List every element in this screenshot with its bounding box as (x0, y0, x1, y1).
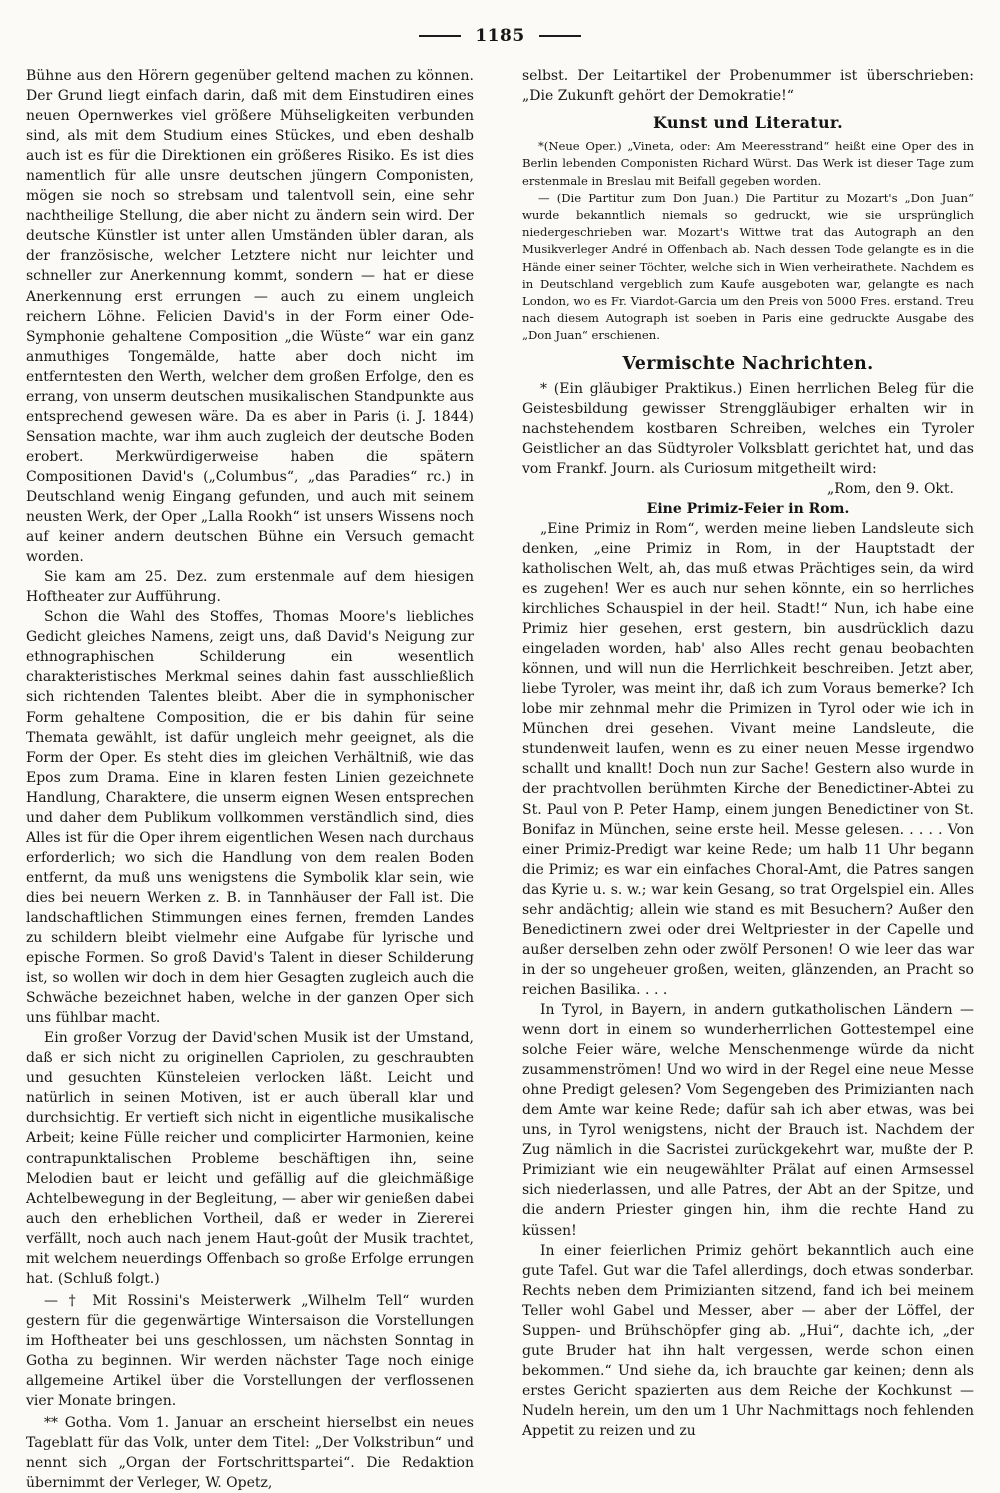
page-header (0, 26, 1000, 46)
vermischte-intro: * (Ein gläubiger Praktikus.) Einen herrlichen Beleg für die Geistesbildung gewisser Strenggläubiger erhalten wir in nachstehendem kostbaren Schreiben, welches ein Tyroler Geistlicher an das Südtyroler Volksblatt gerichtet hat, und das vom Frankf. Journ. als Curiosum mitgetheilt wird: (522, 380, 974, 477)
kunst-section (522, 138, 974, 344)
letter-dateline: „Rom, den 9. Okt. (827, 480, 954, 497)
right-column (522, 66, 974, 1456)
section-heading-vermischte: Vermischte Nachrichten. (622, 353, 874, 374)
letter-paragraph: „Eine Primiz in Rom“, werden meine lieben Landsleute sich denken, „eine Primiz in Rom, in der Hauptstadt der katholischen Welt, ah, das muß etwas Prächtiges sein, da wird es zugehen! Wer es auch nur sehen könnte, ein so herrliches kirchliches Schauspiel in der heil. Stadt!“ Nun, ich habe eine Primiz hier gesehen, erst gestern, bin ausdrücklich dazu eingeladen worden, hab' also Alles recht genau beobachten können, und will nun die Herrlichkeit beschreiben. Jetzt aber, liebe Tyroler, was meint ihr, daß ich zum Voraus bemerke? Ich lobe mir zehnmal mehr die Primizen in Tyrol oder wie ich in München drei gesehen. Vivant meine Landsleute, die stundenweit laufen, wenn es zu einer neuen Messe irgendwo schallt und knallt! Doch nun zur Sache! Gestern also wurde in der prachtvollen berühmten Kirche der Benedictiner-Abtei zu St. Paul von P. Peter Hamp, einem jungen Benedictiner von St. Bonifaz in München, seine erste heil. Messe gelesen. . . . . Von einer Primiz-Predigt war keine Rede; um halb 11 Uhr begann die Primiz; es war ein einfaches Choral-Amt, die Patres sangen das Kyrie u. s. w.; war kein Gesang, so trat Orgelspiel ein. Alles sehr andächtig; allein wie stand es mit Besuchern? Außer den Benedictinern zwei oder drei Weltpriester in der Capelle und außer derselben zehn oder zwölf Personen! O wie leer das war in der so ungeheuer großen, weiten, glänzenden, an Pracht so reichen Basilika. . . . (522, 520, 974, 998)
left-paragraph: Schon die Wahl des Stoffes, Thomas Moore's liebliches Gedicht gleiches Namens, zeigt uns, daß David's Neigung zur ethnographischen Schilderung ein wesentlich charakteristisches Merkmal seines dahin fast ausschließlich sich richtenden Talentes bleibt. Aber die in symphonischer Form gehaltene Composition, die er bis dahin für seine Themata gewählt, ist dafür ungleich mehr geeignet, als die Form der Oper. Es steht dies im gleichen Verhältniß, wie das Epos zum Drama. Eine in klaren festen Linien gezeichnete Handlung, Charaktere, die unserm eignen Wesen entsprechen und daher dem Publikum vollkommen verständlich sind, dies Alles ist für die Oper ihrem eigentlichen Wesen nach durchaus erforderlich; wo sich die Handlung von dem realen Boden entfernt, da muß uns wenigstens die Symbolik klar sein, wie dies bei neuern Werken z. B. in Tannhäuser der Fall ist. Die landschaftlichen Stimmungen eines fernen, fremden Landes zu schildern bleibt vielmehr eine Aufgabe für lyrische und epische Formen. So groß David's Talent in dieser Schilderung ist, so wollen wir doch in dem hier Gesagten zugleich auch die Schwäche bezeichnet haben, welche in der ganzen Oper sich uns fühlbar macht. (26, 609, 474, 1027)
left-column (26, 66, 474, 1492)
header-rule-left (419, 35, 461, 37)
letter-paragraph: In einer feierlichen Primiz gehört bekanntlich auch eine gute Tafel. Gut war die Tafel allerdings, doch etwas sonderbar. Rechts neben dem Primizianten sitzend, fand ich bei meinem Teller wohl Gabel und Messer, aber — aber der Löffel, der Suppen- und Brühschöpfer ging ab. „Hui“, dachte ich, „der gute Bruder hat ihn halt vergessen, werde schon einen bekommen.“ Und siehe da, ich brauchte gar keinen; denn als erstes Gericht spazierten aus dem Reiche der Kochkunst — Nudeln herein, um den um 1 Uhr Nachmittags noch fehlenden Appetit zu reizen und zu (522, 1242, 974, 1439)
kunst-item: — (Die Partitur zum Don Juan.) Die Partitur zu Mozart's „Don Juan“ wurde bekanntlich niemals so gedruckt, wie sie ursprünglich niedergeschrieben war. Mozart's Wittwe trat das Autograph an den Musikverleger André in Offenbach ab. Nach dessen Tode gelangte es in die Hände einer seiner Töchter, welche sich in Wien verheirathete. Nachdem es in Deutschland vergeblich zum Kaufe ausgeboten war, gelangte es nach London, wo es Fr. Viardot-Garcia um den Preis von 5000 Fres. erstand. Treu nach diesem Autograph ist soeben in Paris eine gedruckte Ausgabe des „Don Juan“ erschienen. (522, 190, 974, 343)
kunst-item: *(Neue Oper.) „Vineta, oder: Am Meeresstrand“ heißt eine Oper des in Berlin lebenden Componisten Richard Würst. Das Werk ist dieser Tage zum erstenmale in Breslau mit Beifall gegeben worden. (522, 139, 974, 188)
letter-subtitle: Eine Primiz-Feier in Rom. (646, 500, 850, 517)
page-number: 1185 (475, 26, 525, 46)
left-paragraph: ** Gotha. Vom 1. Januar an erscheint hierselbst ein neues Tageblatt für das Volk, unter dem Titel: „Der Volkstribun“ und nennt sich „Organ der Fortschrittspartei“. Die Redaktion übernimmt der Verleger, W. Opetz, (26, 1415, 474, 1492)
letter-paragraph: In Tyrol, in Bayern, in andern gutkatholischen Ländern — wenn dort in einem so wunderherrlichen Gottestempel eine solche Feier wäre, welche Menschenmenge würde da nicht zusammenströmen! Und wo wird in der Regel eine neue Messe ohne Predigt gelesen? Vom Segengeben des Primizianten nach dem Amte war keine Rede; dafür sah ich aber etwas, was bei uns, in Tyrol wenigstens, nicht der Brauch ist. Nachdem der Zug nämlich in die Sacristei zurückgekehrt war, mußte der P. Primiziant wie ein neugewählter Prälat auf einen Armsessel sich niederlassen, und alle Patres, der Abt an der Spitze, und die andern Priester gingen hin, ihm die rechte Hand zu küssen! (522, 1001, 974, 1239)
left-paragraph: Bühne aus den Hörern gegenüber geltend machen zu können. Der Grund liegt einfach darin, daß mit dem Einstudiren eines neuen Opernwerkes viel größere Mühseligkeiten verbunden sind, als mit dem Studium eines Stückes, und eben deshalb auch ist es für die Direktionen ein größeres Risiko. Es ist dies namentlich für alle unsre deutschen jüngern Componisten, mögen sie noch so strebsam und talentvoll sein, eine sehr nachtheilige Stellung, die aber nicht zu ändern sein wird. Der deutsche Künstler ist unter allen Umständen übler daran, als der französische, welcher Letztere nicht nur leichter und schneller zur Anerkennung kommt, sondern — hat er diese Anerkennung erst errungen — auch zu einem ungleich reichern Löhne. Felicien David's in der Form einer Ode-Symphonie gehaltene Composition „die Wüste“ war ein ganz anmuthiges Tongemälde, hatte aber doch nicht im entferntesten den Werth, welcher dem großen Erfolge, den es errang, von unserm deutschen musikalischen Standpunkte aus entsprechend gewesen wäre. Da es aber in Paris (i. J. 1844) Sensation machte, war ihm auch zugleich der deutsche Boden erobert. Merkwürdigerweise haben die spätern Compositionen David's („Columbus“, „das Paradies“ rc.) in Deutschland wenig Eingang gefunden, und auch mit seinem neusten Werk, der Oper „Lalla Rookh“ ist unsers Wissens noch auf keiner andern deutschen Bühne ein Versuch gemacht worden. (26, 68, 474, 566)
left-paragraph: Ein großer Vorzug der David'schen Musik ist der Umstand, daß er sich nicht zu originellen Capriolen, zu geschraubten und gesuchten Künsteleien verlocken läßt. Leicht und natürlich in seinen Motiven, ist er auch überall klar und durchsichtig. Er vertieft sich nicht in eigentliche musikalische Arbeit; keine Fülle reicher und complicirter Harmonien, keine contrapunktalischen Probleme beschäftigen ihn, seine Melodien baut er leicht und gefällig auf die gleichmäßige Achtelbewegung in der Begleitung, — aber wir genießen dabei auch den erheblichen Vortheil, daß er weder in Ziererei verfällt, noch auch nach jenem Haut-goût der Musik trachtet, mit welchem neuerdings Offenbach so große Erfolge errungen hat. (Schluß folgt.) (26, 1030, 474, 1287)
left-paragraph: Sie kam am 25. Dez. zum erstenmale auf dem hiesigen Hoftheater zur Aufführung. (26, 569, 474, 606)
left-paragraph: — † Mit Rossini's Meisterwerk „Wilhelm Tell“ wurden gestern für die gegenwärtige Wintersaison die Vorstellungen im Hoftheater bei uns geschlossen, um nächsten Sonntag in Gotha zu beginnen. Wir werden nächster Tage noch einige allgemeine Artikel über die Vorstellungen der verflossenen vier Monate bringen. (26, 1292, 474, 1410)
right-intro: selbst. Der Leitartikel der Probenummer ist überschrieben: „Die Zukunft gehört der Demokratie!“ (522, 68, 974, 105)
section-heading-kunst: Kunst und Literatur. (652, 113, 844, 133)
header-rule-right (539, 35, 581, 37)
